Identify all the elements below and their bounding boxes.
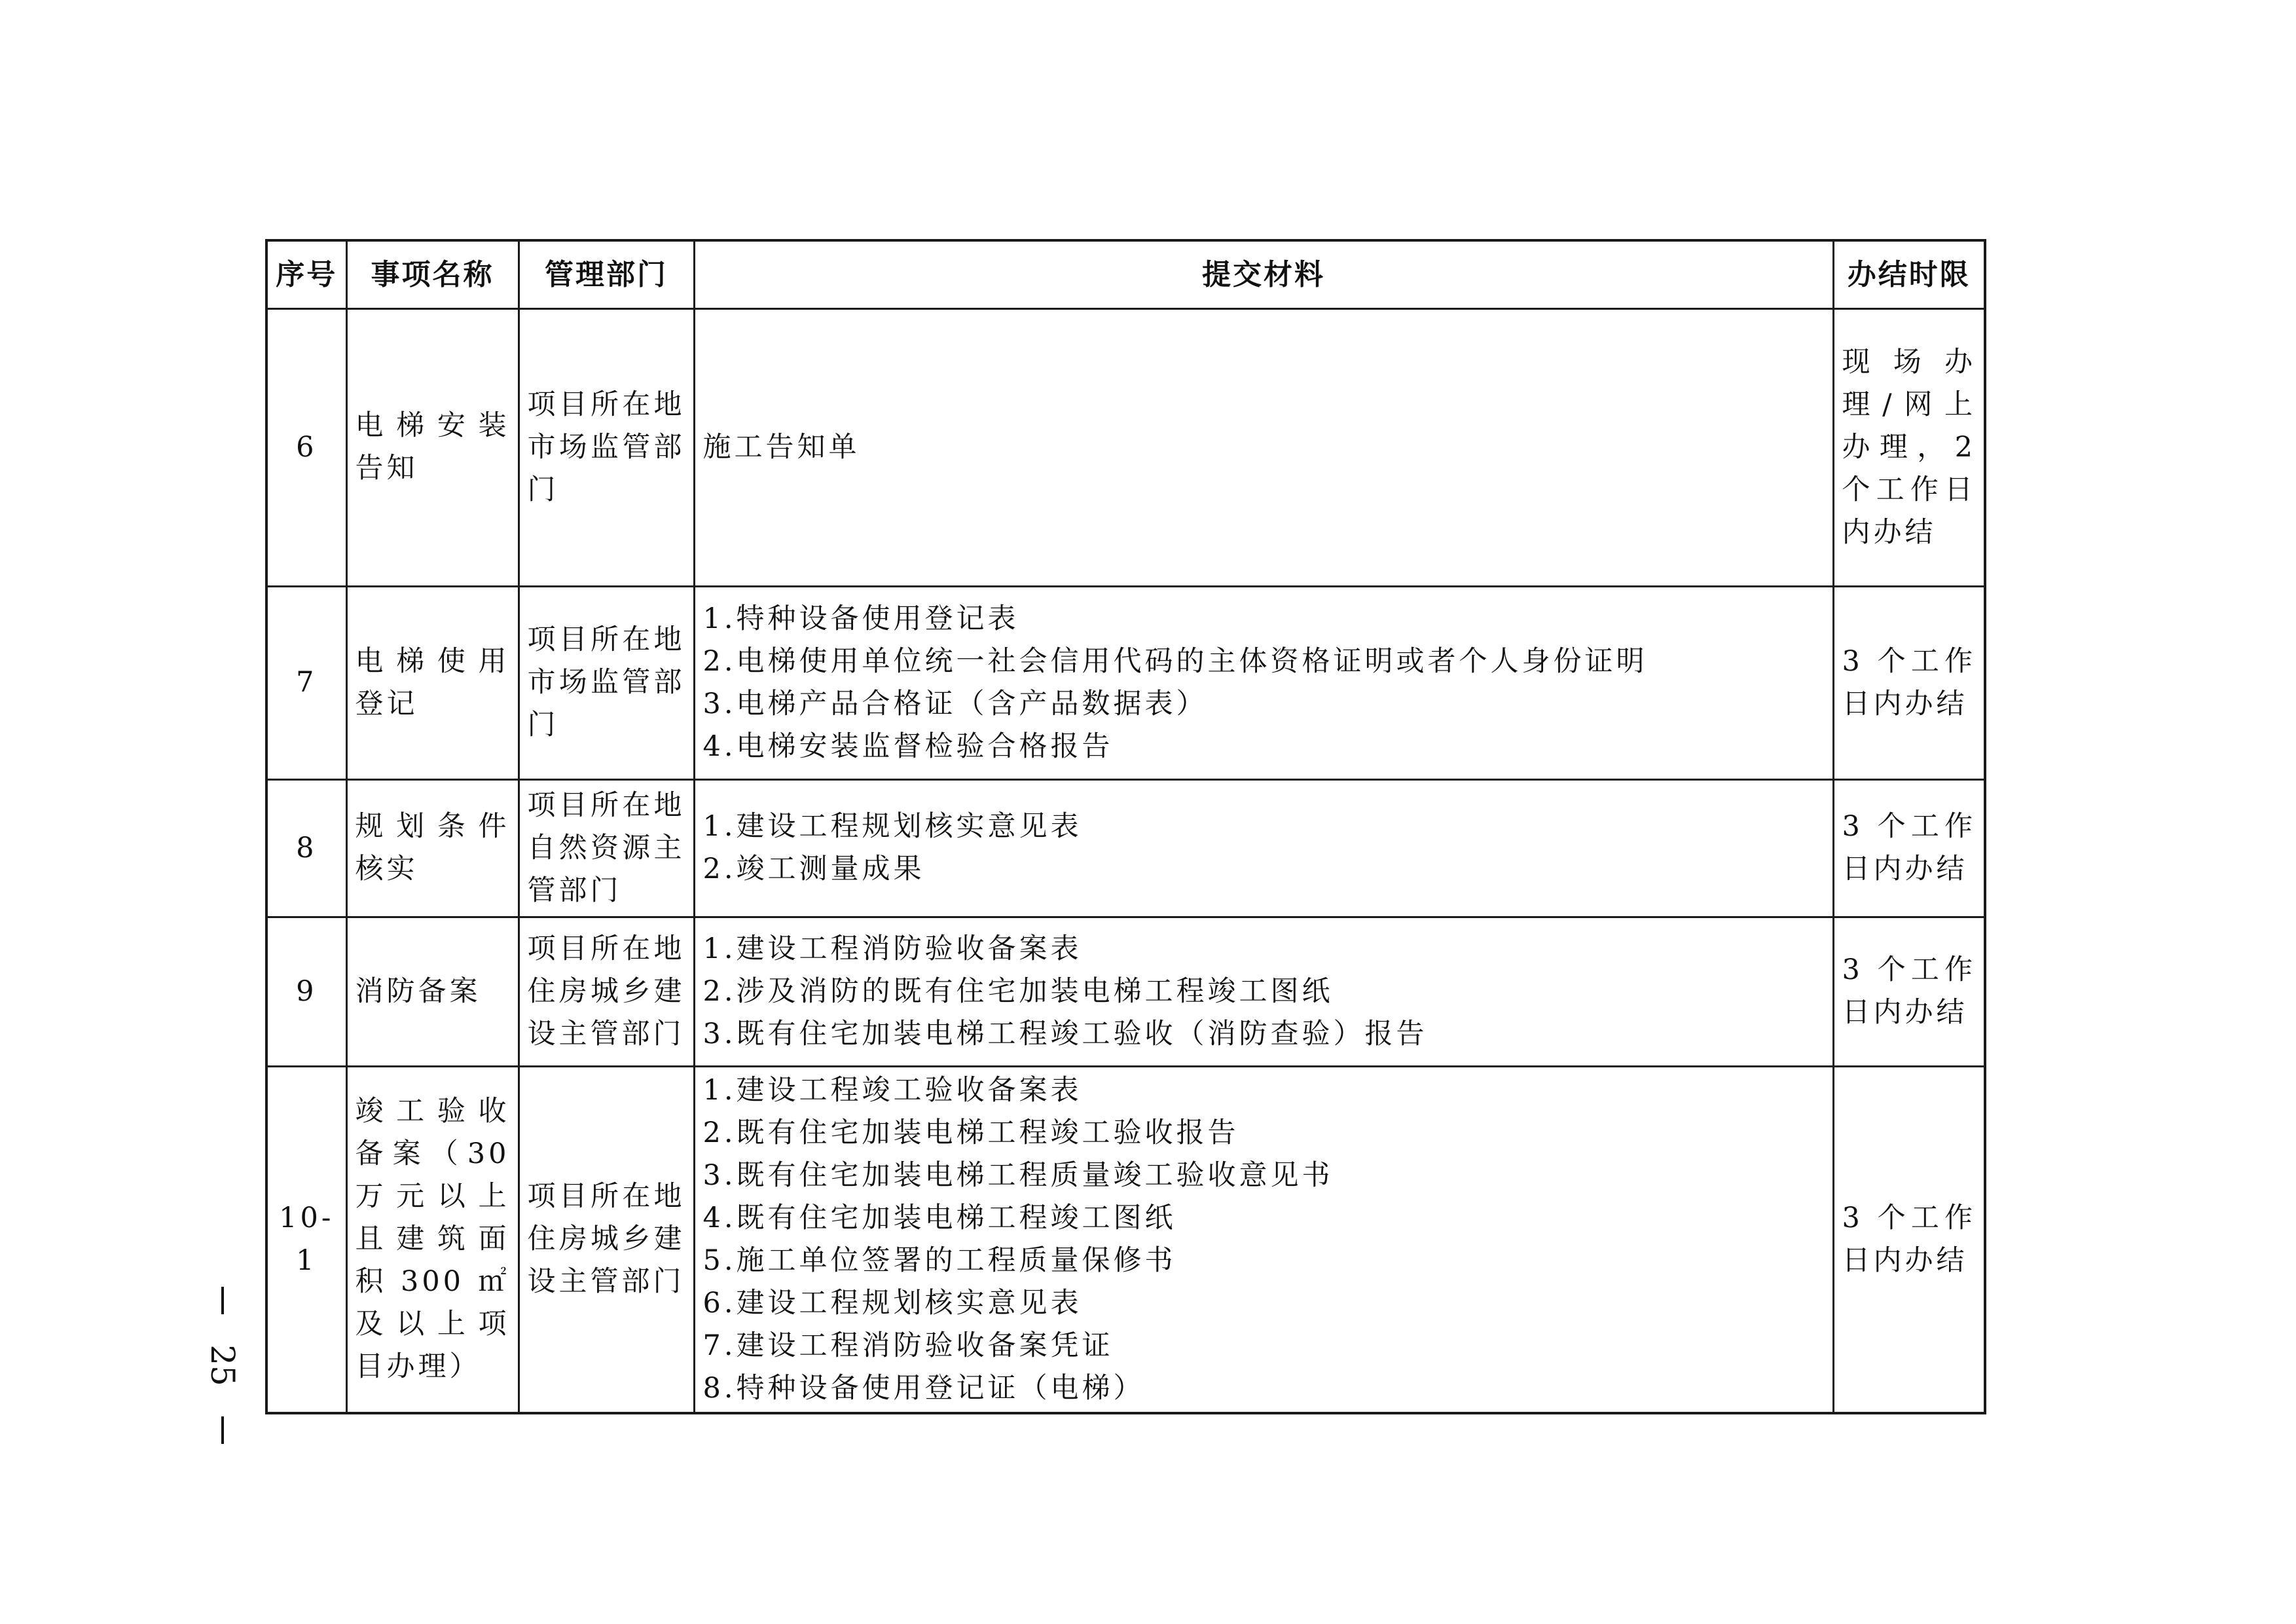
- row-materials: [694, 586, 1833, 779]
- row-no: 6: [266, 308, 346, 586]
- table-row: [266, 586, 1985, 779]
- row-dept: 项目所在地市场监管部门: [519, 308, 694, 586]
- row-materials: [694, 917, 1833, 1066]
- row-dept: 项目所在地市场监管部门: [519, 586, 694, 779]
- material-item: 2.电梯使用单位统一社会信用代码的主体资格证明或者个人身份证明: [702, 644, 1648, 678]
- row-no: 8: [266, 779, 346, 917]
- row-dept: 项目所在地自然资源主管部门: [519, 779, 694, 917]
- material-item: 3.既有住宅加装电梯工程竣工验收（消防查验）报告: [702, 1017, 1428, 1050]
- material-item: 1.建设工程竣工验收备案表: [702, 1073, 1082, 1107]
- row-materials: [694, 1066, 1833, 1413]
- material-item: 6.建设工程规划核实意见表: [702, 1286, 1082, 1320]
- header-dept: 管理部门: [519, 240, 694, 308]
- row-materials: [694, 779, 1833, 917]
- table-row: [266, 308, 1985, 586]
- header-time: 办结时限: [1833, 240, 1985, 308]
- material-item: 5.施工单位签署的工程质量保修书: [702, 1244, 1176, 1277]
- row-name: 规划条件核实: [346, 779, 519, 917]
- row-no: 7: [266, 586, 346, 779]
- row-time: 3 个工作日内办结: [1833, 779, 1985, 917]
- material-item: 8.特种设备使用登记证（电梯）: [702, 1371, 1145, 1405]
- row-time: 3 个工作日内办结: [1833, 586, 1985, 779]
- row-dept: 项目所在地住房城乡建设主管部门: [519, 1066, 694, 1413]
- material-item: 3.电梯产品合格证（含产品数据表）: [702, 687, 1208, 720]
- material-item: 2.竣工测量成果: [702, 853, 925, 885]
- header-materials: 提交材料: [694, 240, 1833, 308]
- material-item: 1.建设工程消防验收备案表: [702, 932, 1082, 965]
- row-materials: [694, 308, 1833, 586]
- row-time: 3 个工作日内办结: [1833, 1066, 1985, 1413]
- row-time: 现场办理/网上办理，2个工作日内办结: [1833, 308, 1985, 586]
- material-item: 施工告知单: [702, 430, 860, 464]
- row-no: 10-1: [266, 1066, 346, 1413]
- material-item: 1.特种设备使用登记表: [702, 602, 1019, 635]
- page-number-value: 25: [204, 1344, 242, 1386]
- header-no: 序号: [266, 240, 346, 308]
- row-no: 9: [266, 917, 346, 1066]
- material-item: 1.建设工程规划核实意见表: [702, 810, 1082, 843]
- page-number-dash-bottom: [221, 1416, 224, 1444]
- row-name: 电梯安装告知: [346, 308, 519, 586]
- page-number-dash-top: [221, 1287, 224, 1314]
- header-name: 事项名称: [346, 240, 519, 308]
- page-number: [203, 1287, 242, 1444]
- material-item: 3.既有住宅加装电梯工程质量竣工验收意见书: [702, 1158, 1334, 1192]
- row-name: 电梯使用登记: [346, 586, 519, 779]
- table-header-row: [266, 240, 1985, 308]
- material-item: 2.涉及消防的既有住宅加装电梯工程竣工图纸: [702, 974, 1334, 1008]
- row-name: 竣工验收备案（30万元以上且建筑面积300㎡及以上项目办理）: [346, 1066, 519, 1413]
- material-item: 4.既有住宅加装电梯工程竣工图纸: [702, 1201, 1176, 1234]
- table-row: [266, 779, 1985, 917]
- row-time: 3 个工作日内办结: [1833, 917, 1985, 1066]
- table-row: [266, 917, 1985, 1066]
- material-item: 4.电梯安装监督检验合格报告: [702, 729, 1114, 763]
- material-item: 2.既有住宅加装电梯工程竣工验收报告: [702, 1116, 1239, 1149]
- row-dept: 项目所在地住房城乡建设主管部门: [519, 917, 694, 1066]
- row-name: 消防备案: [346, 917, 519, 1066]
- approval-items-table: [265, 239, 1986, 1414]
- material-item: 7.建设工程消防验收备案凭证: [702, 1329, 1114, 1362]
- table-row: [266, 1066, 1985, 1413]
